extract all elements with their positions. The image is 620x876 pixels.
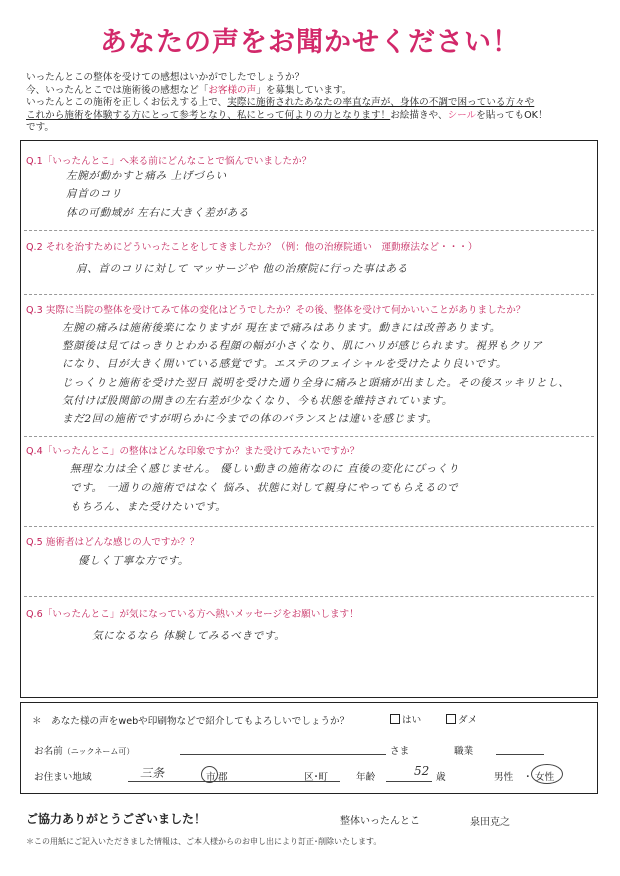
divider	[24, 596, 594, 597]
answer-3-line-1: 左腕の痛みは施術後楽になりますが 現在まで痛みはあります。動きには改善あります。	[62, 322, 501, 334]
age-label: 年齢	[356, 772, 376, 783]
gun-label: 郡	[218, 772, 228, 783]
intro-line-4: これから施術を体験する方にとって参考となり、私にとって何よりの力となります！お絵描きや、シールを貼ってもOK！	[26, 109, 548, 121]
address-label: お住まい地域	[34, 772, 92, 783]
answer-1-line-3: 体の可動域が 左右に大きく差がある	[66, 207, 250, 219]
intro-text	[26, 72, 601, 135]
question-6: Q.6「いったんとこ」が気になっている方へ熱いメッセージをお願いします！	[26, 609, 359, 620]
sai-label: 歳	[436, 772, 446, 783]
name-label: お名前（ニックネーム可）	[34, 746, 135, 757]
answer-2-line-1: 肩、首のコリに対して マッサージや 他の治療院に行った事はある	[76, 263, 408, 275]
clinic-name: 整体いったんとこ	[340, 816, 420, 827]
answer-5-line-1: 優しく丁寧な方です。	[78, 555, 190, 567]
thanks-message: ご協力ありがとうございました！	[26, 812, 207, 826]
question-5: Q.5 施術者はどんな感じの人ですか？？	[26, 537, 200, 548]
question-3: Q.3 実際に当院の整体を受けてみて体の変化はどうでしたか？その後、整体を受けて何かいいことがありましたか？	[26, 305, 526, 316]
intro-line-2: 今、いったんとこでは施術後の感想など「お客様の声」を募集しています。	[26, 84, 352, 96]
name-field[interactable]	[180, 754, 386, 755]
answer-3-line-3: になり、目が大きく開いている感覚です。エステのフェイシャルを受けたより良いです。	[62, 358, 508, 370]
sama-label: さま	[390, 746, 410, 757]
job-label: 職業	[454, 746, 474, 757]
permission-no-option[interactable]: ダメ	[446, 712, 477, 726]
practitioner-name: 泉田克之	[470, 817, 510, 828]
intro-line-3: いったんとこの施術を正しくお伝えする上で、実際に施術されたあなたの率直な声が、身体の不調で困っている方々や	[26, 97, 535, 109]
answer-1-line-1: 左腕が動かすと痛み 上げづらい	[66, 170, 227, 182]
divider	[24, 436, 594, 437]
answer-1-line-2: 肩首のコリ	[66, 188, 122, 200]
gender-female-option[interactable]: 女性	[535, 772, 555, 783]
answer-4-line-3: もちろん、また受けたいです。	[70, 501, 227, 513]
intro-highlight-voice: お客様の声	[208, 84, 257, 96]
permission-yes-option[interactable]: はい	[390, 712, 421, 726]
age-value-handwritten: 52	[414, 764, 430, 778]
shi-label: 市	[206, 772, 216, 783]
kucho-label: 区･町	[304, 772, 328, 783]
divider	[24, 230, 594, 231]
answer-6-line-1: 気になるなら 体験してみるべきです。	[92, 630, 286, 642]
gender-male-option[interactable]: 男性	[494, 772, 514, 783]
question-1: Q.1「いったんとこ」へ来る前にどんなことで悩んでいましたか？	[26, 156, 312, 167]
intro-line-1: いったんとこの整体を受けての感想はいかがでしたでしょうか？	[26, 72, 305, 83]
checkbox-yes[interactable]	[390, 714, 400, 724]
question-2: Q.2 それを治すためにどういったことをしてきましたか？（例：他の治療院通い 運動療法など・・・）	[26, 242, 478, 253]
question-4: Q.4「いったんとこ」の整体はどんな印象ですか？また受けてみたいですか？	[26, 446, 360, 457]
intro-line-5: です。	[26, 122, 55, 134]
checkbox-no[interactable]	[446, 714, 456, 724]
answer-3-line-6: まだ2回の施術ですが明らかに今までの体のバランスとは違いを感じます。	[62, 413, 438, 425]
answer-4-line-2: です。 一通りの施術ではなく 悩み、状態に対して親身にやってもらえるので	[70, 482, 459, 494]
divider	[24, 526, 594, 527]
page-title: あなたの声をお聞かせください！	[100, 27, 520, 58]
age-field[interactable]	[386, 781, 432, 782]
answer-3-line-4: じっくりと施術を受けた翌日 説明を受けた通り全身に痛みと頭痛が出ました。その後スッキリとし、	[62, 377, 570, 389]
address-city-handwritten: 三条	[140, 766, 165, 780]
privacy-note: ＊この用紙にご記入いただきました情報は、ご本人様からのお申し出により訂正･削除いたします。	[26, 837, 382, 846]
gender-separator: ・	[523, 772, 533, 783]
divider	[24, 294, 594, 295]
gender-female-circle-mark	[531, 764, 563, 784]
answer-4-line-1: 無理な力は全く感じません。 優しい動きの施術なのに 直後の変化にびっくり	[70, 463, 460, 475]
intro-highlight-sticker: シール	[447, 109, 477, 121]
answer-3-line-2: 整顔後は見てはっきりとわかる程顔の幅が小さくなり、肌にハリが感じられます。視界もクリア	[62, 340, 543, 352]
answer-3-line-5: 気付けば股関節の開きの左右差が少なくなり、今も状態を維持されています。	[62, 395, 453, 407]
job-field[interactable]	[496, 754, 544, 755]
intro-underline-1: 実際に施術されたあなたの率直な声が、身体の不調で困っている方々や	[227, 97, 535, 109]
permission-question: ＊ あなた様の声をwebや印刷物などで紹介してもよろしいでしょうか？	[32, 716, 350, 727]
